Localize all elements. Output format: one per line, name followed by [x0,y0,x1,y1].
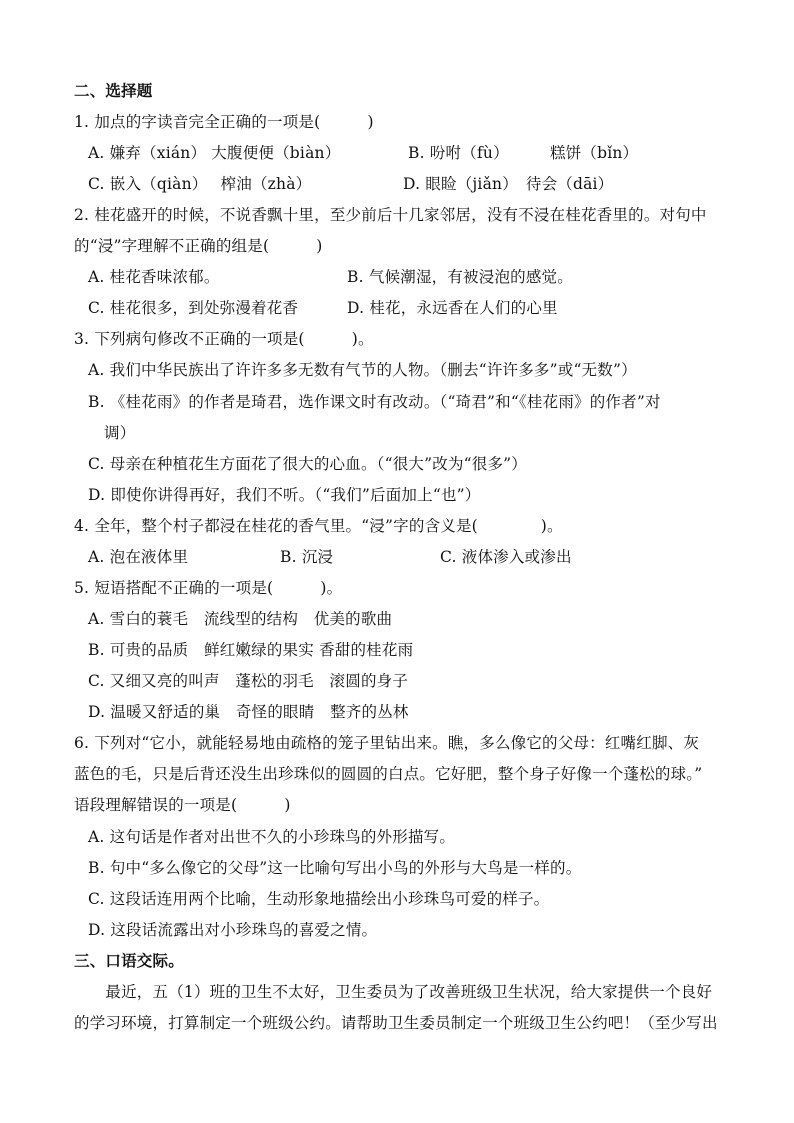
q2-option-a: A. 桂花香味浓郁。 [88,268,220,286]
section2-heading: 二、选择题 [74,82,153,100]
section3-paragraph-line2: 的学习环境，打算制定一个班级公约。请帮助卫生委员制定一个班级卫生公约吧！（至少写出 [74,1014,718,1032]
q5-option-d: D. 温暖又舒适的巢 奇怪的眼睛 整齐的丛林 [88,703,409,721]
section3-paragraph-line1: 最近，五（1）班的卫生不太好，卫生委员为了改善班级卫生状况，给大家提供一个良好 [74,983,713,1001]
q2-option-d: D. 桂花，永远香在人们的心里 [347,299,558,317]
q1-option-a-text: A. 嫌弃（xián） 大腹便便（biàn） [88,144,341,162]
q2-option-c: C. 桂花很多，到处弥漫着花香 [88,299,299,317]
q1-option-c: C. 嵌入（qiàn） 榨油（zhà） [88,175,312,193]
q2-option-b: B. 气候潮湿，有被浸泡的感觉。 [347,268,573,286]
q5-option-c: C. 又细又亮的叫声 蓬松的羽毛 滚圆的身子 [88,672,409,690]
q4-stem: 4. 全年，整个村子都浸在桂花的香气里。“浸”字的含义是( )。 [74,517,563,535]
q6-option-c: C. 这段话连用两个比喻，生动形象地描绘出小珍珠鸟可爱的样子。 [88,890,550,908]
q1-option-b: B. 吩咐（fù） [408,144,509,162]
q4-option-b: B. 沉浸 [280,548,334,566]
q1-stem: 1. 加点的字读音完全正确的一项是( ) [74,113,374,131]
q6-option-b: B. 句中“多么像它的父母”这一比喻句写出小鸟的外形与大鸟是一样的。 [88,859,582,877]
q6-stem-line3: 语段理解错误的一项是( ) [74,796,291,814]
q1-option-d: D. 眼睑（jiǎn） 待会（dāi） [403,175,614,193]
q3-option-c: C. 母亲在种植花生方面花了很大的心血。（“很大”改为“很多”） [88,455,528,473]
q3-option-b-line1: B. 《桂花雨》的作者是琦君，选作课文时有改动。（“琦君”和“《桂花雨》的作者”对 [88,393,661,411]
q2-stem-line1: 2. 桂花盛开的时候，不说香飘十里，至少前后十几家邻居，没有不浸在桂花香里的。对句中 [74,206,707,224]
q5-option-b: B. 可贵的品质 鲜红嫩绿的果实 香甜的桂花雨 [88,641,414,659]
q5-stem: 5. 短语搭配不正确的一项是( )。 [74,579,343,597]
q3-option-b-line2: 调） [104,424,136,442]
q1-option-b2: 糕饼（bǐn） [550,144,639,162]
q3-stem: 3. 下列病句修改不正确的一项是( )。 [74,330,374,348]
section3-heading: 三、口语交际。 [74,952,184,970]
q2-stem-line2: 的“浸”字理解不正确的组是( ) [74,237,323,255]
q3-option-a: A. 我们中华民族出了许许多多无数有气节的人物。（删去“许许多多”或“无数”） [88,361,637,379]
q6-stem-line2: 蓝色的毛，只是后背还没生出珍珠似的圆圆的白点。它好肥，整个身子好像一个蓬松的球。” [74,765,703,783]
q5-option-a: A. 雪白的蓑毛 流线型的结构 优美的歌曲 [88,610,393,628]
q6-option-d: D. 这段话流露出对小珍珠鸟的喜爱之情。 [88,921,378,939]
q3-option-d: D. 即使你讲得再好，我们不听。（“我们”后面加上“也”） [88,486,481,504]
q4-option-a: A. 泡在液体里 [88,548,189,566]
q4-option-c: C. 液体渗入或渗出 [440,548,572,566]
q6-option-a: A. 这句话是作者对出世不久的小珍珠鸟的外形描写。 [88,828,456,846]
q6-stem-line1: 6. 下列对“它小，就能轻易地由疏格的笼子里钻出来。瞧，多么像它的父母：红嘴红脚、灰 [74,734,700,752]
q1-option-a [88,142,340,164]
